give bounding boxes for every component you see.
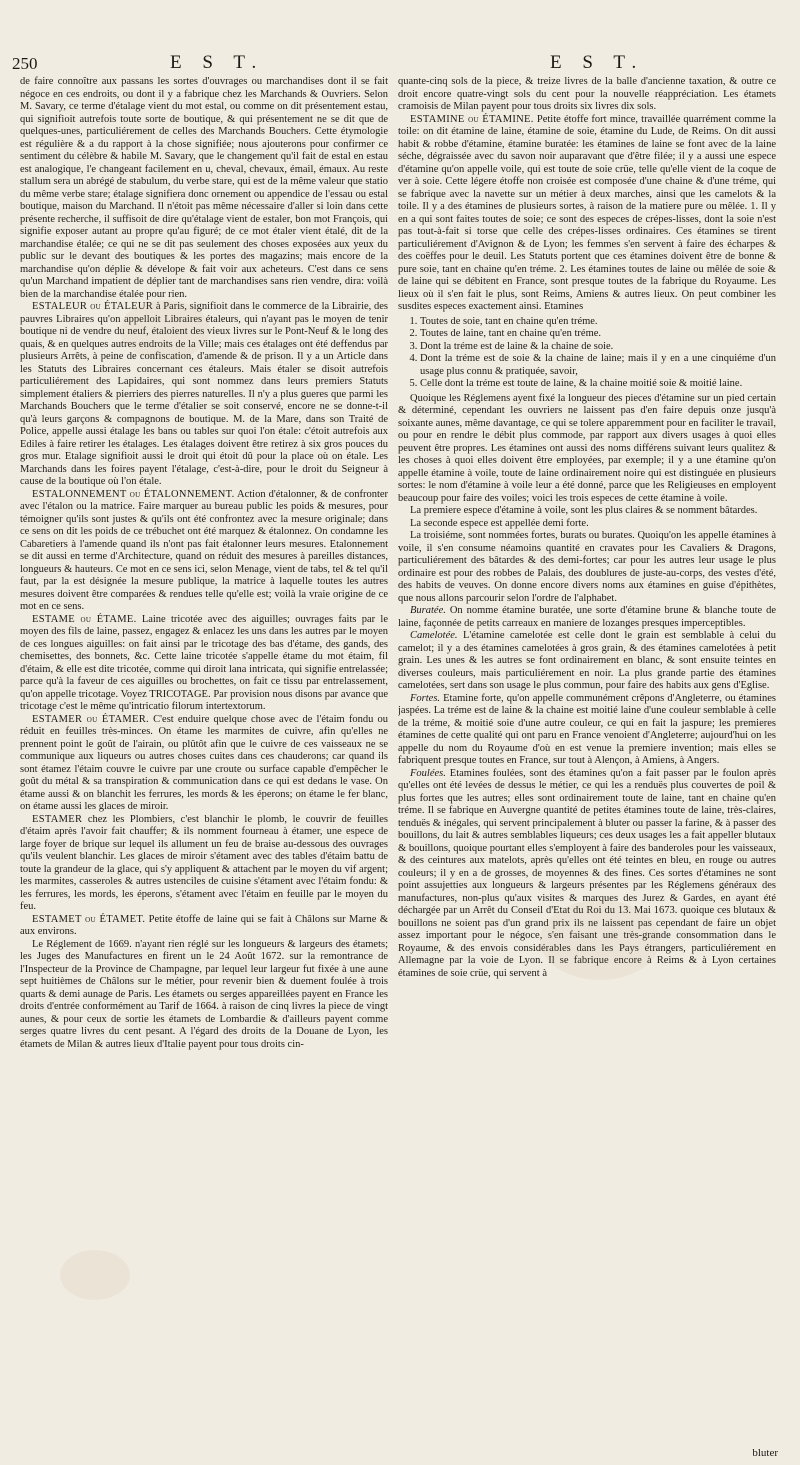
running-head-left: E S T.: [170, 52, 265, 73]
entry-headword: ESTAMER ou ÉTAMER.: [32, 713, 149, 725]
entry-text: Petite étoffe de laine qui se fait à Châlons sur Marne & aux environs.: [20, 913, 388, 937]
catchword: bluter: [752, 1447, 778, 1459]
entry-text: Petite étoffe fort mince, travaillée quarrément comme la toile: on dit étamine de laine, étamine de soie, étamine du Lude, de Reims. On dit aussi habit & robbe d'étamine, étamine buratée: les étamines de laine se font avec de la laine séche, dégraissée avec du savon noir auparavant que d'être filée; il y a aussi une espece d'étamine qu'on appelle voile, qui est toute de soie crüe, telle qu'elle vient de la coque de ver à soie. Cette légere étoffe non croisée est composée d'une chaine & d'une tréme, qui se fabrique avec la navette sur un métier à deux marches, ainsi que les camelots & la toile. Il y a des étamines de plusieurs sortes, à raison de la matiere pure ou mêlée. 1. Il y en a qui sont faites toutes de soie; ce sont des especes de crépes-lisses, dont la soie n'est pas tout-à-fait si torse que celle des crépes-lisses ordinaires. Ces étamines se tirent particuliérement d'Avignon & de Lyon; les femmes s'en servent à faire des écharpes & des coëffes pour le deuil. Les Statuts portent que ces étamines doivent être de bonne & pure soie, tant en chaine qu'en tréme. 2. Les étamines toutes de laine ou mêlée de soie & de laine qui se débitent en France, sont presque toutes de la fabrique du Royaume. Les lieux où il s'en fait le plus, sont Reims, Amiens & autres lieux. On peut combiner les susdites especes exactement ainsi. Etamines: [398, 113, 776, 312]
left-paragraph: [20, 714, 388, 814]
list-item: 1. Toutes de soie, tant en chaine qu'en tréme.: [420, 316, 776, 329]
left-paragraph: [20, 489, 388, 614]
right-paragraph: [398, 505, 776, 518]
entry-text: chez les Plombiers, c'est blanchir le plomb, le couvrir de feuilles d'étaim après l'avoir fait chauffer; & ils nomment fourneau à étamer, une espece de large foyer de brique sur lequel ils allument un feu de braise au-dessous des ouvrages qu'ils veulent blanchir. Les glaces de miroir s'étament avec des tables d'étaim battu de toute la grandeur de la glace, qui s'y appliquent & attachent par le moyen du vif argent; les marmites, casseroles & autres ustenciles de cuisine s'étament avec l'étaim fondu: & les ferrures, les mords, les éperons, s'étament avec l'étaim en feuille par le moyen du feu.: [20, 813, 388, 912]
entry-label: Fortes.: [410, 692, 441, 704]
entry-text: La troisiéme, sont nommées fortes, burats ou burates. Quoiqu'on les appelle étamines à voile, il s'en consume néamoins quantité en cravates pour les Cavaliers & Dragons, particuliérement des bâtardes & des demi-fortes; car pour les autres leur usage le plus ordinaire est pour des robbes de Palais, des doublures de juste-au-corps, des vestes d'été, des habits de veuves. On donne encore divers noms aux étamines en guise d'épithètes, que nous allons parcourir selon l'ordre de l'alphabet.: [398, 530, 776, 604]
right-paragraph: [398, 693, 776, 768]
entry-label: Buratée.: [410, 605, 446, 616]
entry-text: Etamines foulées, sont des étamines qu'on a fait passer par le foulon après qu'elles ont été levées de dessus le métier, ce qui les a renduës plus couvertes de poil & plus fortes que les autres; elles sont ordinairement toute de laine, tant en chaine qu'en tréme. Il se fabrique en Auvergne quantité de petites étamines toute de laine, très-claires, tenduës & inégales, qui servent principalement à bluter ou passer la farine, & à passer des bouillons, du lait & autres semblables liqueurs; ces deux usages les a fait appeller blutaux & bouillons, quoique pourtant elles s'employent à faire des banderoles pour les vaisseaux, & des ceintures aux matelots, après qu'elles ont été teintes en bleu, en rouge ou autres couleurs; il y en a de grosses, de moyennes & des fines. Ces sortes d'étamines ne sont point assujetties aux longueurs & largeurs présentes par les Réglemens généraux des manufactures, non-plus qu'aux visites & marques des Jurez & Gardes, en ayant été déchargée par un Arrêt du Conseil d'Etat du Roi du 13. Mai 1673. quoique ces blutaux & bouillons ne soient pas d'un grand prix ils ne laissent pas cependant de faire un objet assez important pour le négoce, s'en faisant une très-grande consommation dans le Royaume, & des envois considérables dans les Pays étrangers, particuliérement en Allemagne par la voie de Lyon. Il se fabrique encore à Reims & à Lyon certaines étamines de soie crüe, qui servent à: [398, 767, 776, 979]
entry-text: Laine tricotée avec des aiguilles; ouvrages faits par le moyen des fils de laine, passez, engagez & enlacez les uns dans les autres par le moyen de ces longues aiguilles: on fait ainsi par le tricotage des bas d'étame, des gands, des chemisettes, des bonnets, &c. Cette laine tricotée s'appelle étame du mot étaim, fil d'étaim, & elle est dite tricotée, comme qui diroit lana intricata, qui signifie entrelassée; parce qu'à la faveur de ces aiguilles ou brochettes, on fait ce tissu par entrelassement, qu'on appelle tricotage. Voyez TRICOTAGE. Par provision nous disons par avance que tricotage c'est le même qu'intricatio filorum intertextorum.: [20, 613, 388, 712]
list-item: 4. Dont la tréme est de soie & la chaine de laine; mais il y en a une cinquiéme d'un usage plus connu & pratiquée, savoir,: [420, 353, 776, 378]
left-paragraph: [20, 939, 388, 1052]
right-paragraph: [398, 605, 776, 630]
entry-headword: ESTAMER: [32, 813, 83, 825]
entry-text: L'étamine camelotée est celle dont le grain est semblable à celui du camelot; il y a des étamines camelotées à gros grain, & des étamines camelotées à petit grain. Les unes & les autres se font ordinairement en blanc, & sont ensuite teintes en diverses couleurs, mais particuliérement en noir. La plus grande partie des étamines camelotées, sert dans son usage le plus commun, pour faire des habits aux gens d'Eglise.: [398, 630, 776, 691]
entry-text: Action d'étalonner, & de confronter avec l'étalon ou la matrice. Faire marquer au bureau public les poids & mesures, pour témoigner qu'ils sont justes & qu'ils ont été confrontez avec la mesure originale; dans ce sens on dit les poids de ce trébuchet ont été marquez & étalonnez. On condamne les Cabaretiers à l'amende quand ils n'ont pas fait étalonner leurs mesures. Etalonnement se dit aussi en terme d'Architecture, quand on réduit des mesures à pareilles distances, longueurs & hauteurs. Ce mot en ce sens ici, selon Menage, vient de tabs, tel & tel qu'il faut, par la est désignée la mesure publique, la matrice à laquelle toutes les autres mesures doivent être comparées & rendues telle qu'elle est; voilà la vraie origine de ce mot en ce sens.: [20, 488, 388, 612]
entry-text: La premiere espece d'étamine à voile, sont les plus claires & se nomment bâtardes.: [410, 505, 758, 516]
right-paragraph: [398, 630, 776, 693]
right-column: [398, 76, 776, 1454]
right-numbered-list: [398, 316, 776, 391]
entry-text: Quoique les Réglemens ayent fixé la longueur des pieces d'étamine sur un pied certain & déterminé, cependant les ouvriers ne laissent pas d'en faire depuis onze jusqu'à soixante aunes, même davantage, ce qui se tolere apparemment pour en faciliter le travail, ou pour en rendre le débit plus commode, par rapport aux divers usages à quoi elles peuvent être propres. Les étamines ont aussi des noms différens suivant leurs qualitez & les choses à quoi elles doivent être employées, par exemple; il y a une étamine qu'on appelle étamine à voile, toute de laine ordinairement noire qui est distinguée en plusieurs sortes: le nom d'étamine à voile leur a été donné, parce que les Religieuses en employent beaucoup pour faire des voiles; voici les trois especes de cette étamine à voile.: [398, 392, 776, 504]
entry-text: Etamine forte, qu'on appelle communément crêpons d'Angleterre, ou étamines jaspées. La tréme est de laine & la chaine est moitié laine d'une couleur semblable à celle de la tréme, & moitié soie d'une autre couleur, ce qui en fait la jaspure; les premieres étamines de cette qualité qui ont paru en France venoient d'Angleterre; aujourd'hui on les appelle du nom du Royaume d'où en est venue la premiere invention; mais elles se fabriquent presque toutes en France, sur tout à Alençon, à Amiens, à Angers.: [398, 692, 776, 766]
left-paragraph: [20, 814, 388, 914]
entry-text: de faire connoître aux passans les sortes d'ouvrages ou marchandises dont il se fait négoce en ces endroits, ou dont il y a fabrique chez les Marchands & Ouvriers. Selon M. Savary, ce terme d'étalage vient du mot estal, ou comme on dit présentement estau, qui signifioit autrefois toute sorte de boutique, & qui présentement ne se dit que de quelques-unes, particuliérement de celles des Marchands Bouchers. Cette étymologie est régulière & a du rapport à la chose signifiée; nous ajouterons pour confirmer ce sentiment du célèbre & habile M. Savary, que le changement qu'il fait de estal en estau est analogique, l'e changeant facilement en u, cheval, chevaux, émail, émaux. Au reste stallum sera un abrégé de stabulum, du verbe stare, qui est de la même valeur que statio du même verbe stare; étalage signifiera donc ornement ou appendice de l'essau ou estal boutique, maison du Marchand. Il n'étoit pas même nécessaire d'aller si loin dans cette présente recherche, il suffisoit de dire qu'étalage vient de estaler, bon mot François, qui signifie exposer autant au propre qu'au figuré; de ce mot étaler vient étalé, dit de la marchandise étalée; ce qui ne se dit pas seulement des choses exposées aux yeux du public sur le devant des boutiques & les portes des magazins; mais encore de la marchandise qu'on déplie & dévelope & fait voir aux acheteurs. C'est dans ce sens qu'un Marchand impatient de déplier tant de marchandises sans rien vendre, dira: voilà bien de la marchandise étalée pour rien.: [20, 76, 388, 300]
page-number: 250: [12, 54, 38, 73]
right-paragraph: [398, 518, 776, 531]
running-head-right: E S T.: [550, 52, 645, 73]
entry-text: La seconde espece est appellée demi forte.: [410, 517, 589, 529]
list-item: 5. Celle dont la tréme est toute de laine, & la chaine moitié soie & moitié laine.: [420, 378, 776, 391]
right-paragraph: [398, 114, 776, 314]
left-column: [20, 76, 388, 1454]
entry-headword: ESTALEUR ou ÉTALEUR: [32, 301, 154, 312]
left-paragraph: [20, 76, 388, 301]
list-item: 2. Toutes de laine, tant en chaine qu'en tréme.: [420, 328, 776, 341]
entry-label: Foulées.: [410, 767, 446, 779]
list-item: 3. Dont la tréme est de laine & la chaine de soie.: [420, 341, 776, 354]
header-right: [400, 50, 800, 74]
left-paragraph: [20, 301, 388, 489]
right-paragraph: [398, 530, 776, 605]
entry-headword: ESTAMET ou ÉTAMET.: [32, 913, 146, 925]
entry-text: quante-cinq sols de la piece, & treize livres de la balle d'ancienne taxation, & outre ce droit encore quatre-vingt sols du cent pour la nouvelle réappréciation. Les étamets cramoisis de Milan payent pour tous droits six livres dix sols.: [398, 76, 776, 112]
entry-text: Le Réglement de 1669. n'ayant rien réglé sur les longueurs & largeurs des étamets; les Juges des Manufactures en firent un le 24 Août 1672. sur la remontrance de l'Inspecteur de la Province de Champagne, par lequel leur largeur fut fixée à une aune sept huitièmes de Châlons sur le métier, pour revenir bien & duement foulée à trois quarts & demi aunage de Paris. Les étamets ou serges appareillées payent en France les droits d'entrée conformément au Tarif de 1664. à raison de cinq livres la piece de vingt aunes, & pour ceux de sortie les étamets de Lombardie & d'ailleurs payent comme serges quatre livres du cent pesant. A l'égard des droits de la Douane de Lyon, les étamets de Milan & autres lieux d'Italie payent pour tous droits cin-: [20, 938, 388, 1050]
entry-headword: ESTALONNEMENT ou ÉTALONNEMENT.: [32, 488, 235, 500]
entry-text: On nomme étamine buratée, une sorte d'étamine brune & blanche toute de laine, façonnée de petits carreaux en maniere de lozanges presques imperceptibles.: [398, 605, 776, 629]
right-paragraph: [398, 393, 776, 506]
column-gutter: [392, 80, 393, 1440]
entry-text: à Paris, signifioit dans le commerce de la Librairie, des pauvres Libraires qu'on appelloit Libraires étaleurs, qui n'ayant pas le moyen de tenir boutique ni de vendre du neuf, étaloient des vieux livres sur le Pont-Neuf & le long des quais, & en quelques autres endroits de la Ville; mais ces étalages ont été deffendus par plusieurs Arrêts, à peine de confiscation, d'amende & de prison. Il y a un Article dans les Statuts des Libraires concernant ces étaleurs. Mais étaler se disoit autrefois particuliérement des Lapidaires, qui sont nommez dans leurs premiers Statuts simplement étaliers & pierriers des pierres naturelles. Il n'y a plus gueres que parmi les Marchands Bouchers que le terme d'étalier se soit conservé, encore ne se donne-t-il qu'à leurs garçons & compagnons de boutique. M. de la Mare, dans son Traité de Police, appelle aussi étalage les bans ou tables sur quoi l'on étale: c'étoit autrefois aux Ediles à faire retirer les étalages. Les étalages doivent être retirez à six gros pouces du gros mur. Etalage signifioit aussi le droit qui étoit dû pour la place où on étale. Les Marchands dans les foires payent l'étalage, c'est-à-dire, pour le droit du Seigneur à cause de la boutique où l'on étale.: [20, 301, 388, 487]
entry-headword: ESTAME ou ÉTAME.: [32, 613, 137, 625]
entry-headword: ESTAMINE ou ÉTAMINE.: [410, 113, 534, 125]
right-paragraph: [398, 76, 776, 114]
entry-label: Camelotée.: [410, 630, 458, 641]
entry-text: C'est enduire quelque chose avec de l'étaim fondu ou réduit en feuilles très-minces. On étame les marmites de cuivre, afin qu'elles ne prennent point le goût de l'airain, ou plûtôt afin que le cuivre de ces vaisseaux ne se communique aux liqueurs ou autres choses cuites dans ces chauderons; car quand ils sont étamez l'étaim couvre le cuivre par une croute ou surface capable d'empêcher le goût du métal & sa transpiration & communication dans ce qui est dedans le vase. On étame aussi & on blanchit les ferrures, les mords & les éperons; on étame le fer blanc, on étame aussi les glaces de miroir.: [20, 713, 388, 812]
left-paragraph: [20, 914, 388, 939]
left-paragraph: [20, 614, 388, 714]
header-left: [0, 50, 400, 74]
right-paragraph: [398, 768, 776, 981]
